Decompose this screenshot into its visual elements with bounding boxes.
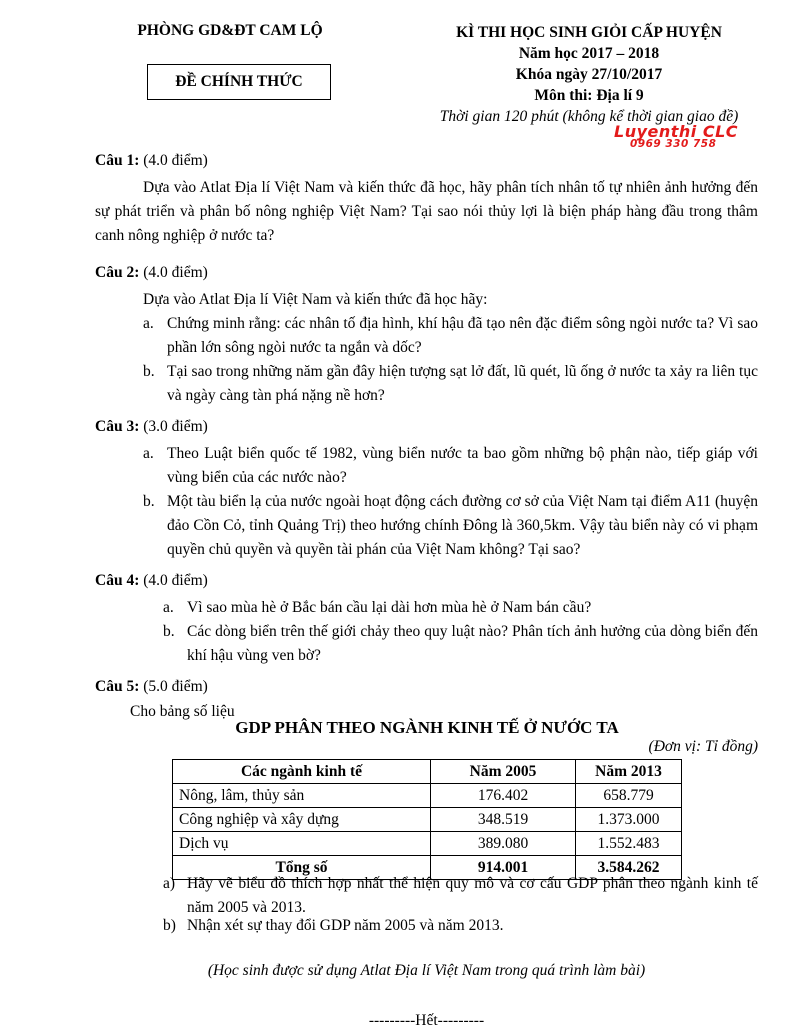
q2-item-a bbox=[143, 312, 758, 360]
q3-item-b bbox=[143, 490, 758, 562]
item-text: Theo Luật biển quốc tế 1982, vùng biển nước ta bao gồm những bộ phận nào, tiếp giáp với vùng biển của các nước nào? bbox=[167, 445, 758, 486]
table-row bbox=[173, 808, 682, 832]
q2-points: (4.0 điểm) bbox=[143, 264, 208, 281]
table-cell: 176.402 bbox=[431, 784, 576, 808]
q3-item-a bbox=[143, 442, 758, 490]
item-marker: a. bbox=[143, 315, 154, 332]
q4-heading bbox=[95, 572, 208, 590]
end-marker: ---------Hết--------- bbox=[368, 1012, 485, 1029]
watermark-logo: Luyenthi CLC bbox=[614, 122, 739, 141]
q5-item-a bbox=[163, 872, 758, 920]
q5-item-b bbox=[163, 914, 758, 938]
school-year: Năm học 2017 – 2018 bbox=[518, 45, 660, 62]
q3-label: Câu 3: bbox=[95, 418, 140, 435]
q1-heading bbox=[95, 152, 208, 170]
official-exam-box bbox=[147, 64, 331, 100]
item-marker: a. bbox=[163, 599, 174, 616]
item-marker: a) bbox=[163, 875, 176, 892]
exam-date: Khóa ngày 27/10/2017 bbox=[515, 66, 663, 83]
item-marker: b. bbox=[143, 493, 155, 510]
column-header: Năm 2005 bbox=[431, 760, 576, 784]
department-name: PHÒNG GD&ĐT CAM LỘ bbox=[137, 22, 323, 39]
table-cell: 3.584.262 bbox=[576, 856, 682, 880]
table-cell: 389.080 bbox=[431, 832, 576, 856]
q3-heading bbox=[95, 418, 208, 436]
table-cell: 658.779 bbox=[576, 784, 682, 808]
q3-points: (3.0 điểm) bbox=[143, 418, 208, 435]
table-cell: Nông, lâm, thủy sản bbox=[173, 784, 431, 808]
item-text: Tại sao trong những năm gần đây hiện tượng sạt lở đất, lũ quét, lũ ống ở nước ta xảy ra liên tục và ngày càng tàn phá nặng nề hơn? bbox=[167, 363, 758, 404]
q4-item-a bbox=[163, 596, 758, 620]
table-row bbox=[173, 784, 682, 808]
table-row bbox=[173, 832, 682, 856]
item-text: Nhận xét sự thay đổi GDP năm 2005 và năm 2013. bbox=[187, 917, 504, 934]
q4-points: (4.0 điểm) bbox=[143, 572, 208, 589]
q1-points: (4.0 điểm) bbox=[143, 152, 208, 169]
q2-intro: Dựa vào Atlat Địa lí Việt Nam và kiến thức đã học hãy: bbox=[143, 291, 488, 308]
table-cell: 348.519 bbox=[431, 808, 576, 832]
exam-subject: Môn thi: Địa lí 9 bbox=[534, 87, 644, 104]
table-cell: 1.552.483 bbox=[576, 832, 682, 856]
table-cell: Công nghiệp và xây dựng bbox=[173, 808, 431, 832]
q4-label: Câu 4: bbox=[95, 572, 140, 589]
exam-header bbox=[420, 22, 758, 127]
q5-points: (5.0 điểm) bbox=[143, 678, 208, 695]
time-limit: Thời gian 120 phút (không kể thời gian giao đề) bbox=[439, 108, 739, 125]
item-text: Một tàu biển lạ của nước ngoài hoạt động cách đường cơ sở của Việt Nam tại điểm A11 (huyện đảo Cồn Cỏ, tỉnh Quảng Trị) theo hướng chính Đông là 360,5km. Vậy tàu biển này có vi phạm quyền chủ quyền và quyền tài phán của Việt Nam không? Tại sao? bbox=[167, 493, 758, 558]
table-title: GDP PHÂN THEO NGÀNH KINH TẾ Ở NƯỚC TA bbox=[235, 718, 619, 737]
official-label: ĐỀ CHÍNH THỨC bbox=[175, 73, 303, 90]
item-text: Chứng minh rằng: các nhân tố địa hình, khí hậu đã tạo nên đặc điểm sông ngòi nước ta? Vì sao phần lớn sông ngòi nước ta ngắn và dốc? bbox=[167, 315, 758, 356]
q5-heading bbox=[95, 678, 208, 696]
q2-item-b bbox=[143, 360, 758, 408]
footer-note: (Học sinh được sử dụng Atlat Địa lí Việt Nam trong quá trình làm bài) bbox=[207, 962, 646, 979]
q1-label: Câu 1: bbox=[95, 152, 140, 169]
item-marker: b. bbox=[143, 363, 155, 380]
table-cell: Tổng số bbox=[173, 856, 431, 880]
table-header-row bbox=[173, 760, 682, 784]
table-cell: 914.001 bbox=[431, 856, 576, 880]
q2-heading bbox=[95, 264, 208, 282]
q5-label: Câu 5: bbox=[95, 678, 140, 695]
q4-item-b bbox=[163, 620, 758, 668]
exam-title: KÌ THI HỌC SINH GIỎI CẤP HUYỆN bbox=[456, 24, 722, 41]
column-header: Các ngành kinh tế bbox=[173, 760, 431, 784]
item-marker: a. bbox=[143, 445, 154, 462]
q5-intro: Cho bảng số liệu bbox=[130, 703, 235, 720]
column-header: Năm 2013 bbox=[576, 760, 682, 784]
item-text: Các dòng biển trên thế giới chảy theo quy luật nào? Phân tích ảnh hưởng của dòng biển đến khí hậu vùng ven bờ? bbox=[187, 623, 758, 664]
watermark-phone: 0969 330 758 bbox=[630, 138, 717, 150]
gdp-table bbox=[172, 759, 682, 880]
table-unit: (Đơn vị: Tỉ đồng) bbox=[648, 738, 758, 755]
item-marker: b. bbox=[163, 623, 175, 640]
item-text: Vì sao mùa hè ở Bắc bán cầu lại dài hơn mùa hè ở Nam bán cầu? bbox=[187, 599, 592, 616]
q1-text: Dựa vào Atlat Địa lí Việt Nam và kiến thức đã học, hãy phân tích nhân tố tự nhiên ảnh hưởng đến sự phát triển và phân bố nông nghiệp Việt Nam? Tại sao nói thủy lợi là biện pháp hàng đầu trong thâm canh nông nghiệp ở nước ta? bbox=[95, 179, 758, 244]
q2-label: Câu 2: bbox=[95, 264, 140, 281]
table-cell: Dịch vụ bbox=[173, 832, 431, 856]
table-cell: 1.373.000 bbox=[576, 808, 682, 832]
item-marker: b) bbox=[163, 917, 176, 934]
item-text: Hãy vẽ biểu đồ thích hợp nhất thể hiện quy mô và cơ cấu GDP phân theo ngành kinh tế năm 2005 và 2013. bbox=[187, 875, 758, 916]
